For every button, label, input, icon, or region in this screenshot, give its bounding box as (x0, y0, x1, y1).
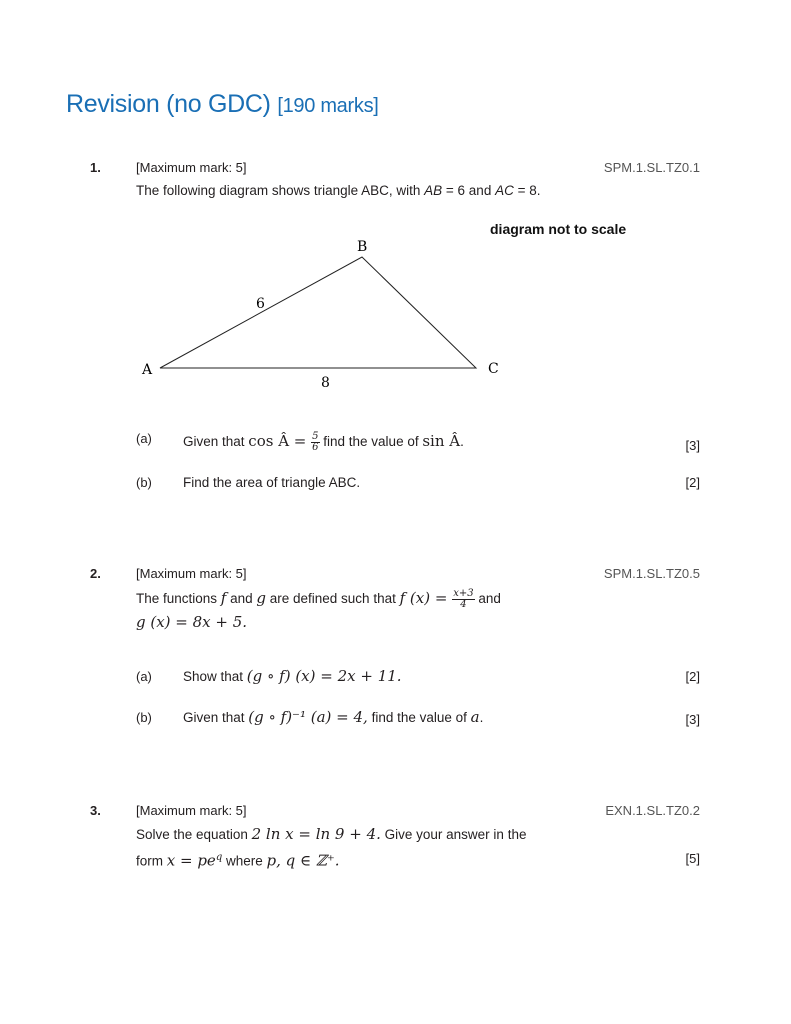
triangle-abc (160, 257, 476, 368)
math-inverse-composition: (g ∘ f)⁻¹ (a) = 4, (248, 708, 368, 726)
question-3-max-mark: [Maximum mark: 5] (136, 803, 247, 818)
question-2a-text (183, 667, 402, 685)
question-3-marks: [5] (685, 851, 700, 866)
triangle-diagram (130, 230, 530, 400)
math-a: a (470, 708, 480, 726)
intro-ab: AB (424, 183, 443, 198)
math-g-of-x: g (x) = 8x + 5. (136, 613, 248, 631)
fraction-denominator: 4 (460, 598, 467, 610)
intro-text: = 8. (513, 183, 541, 198)
question-1-number: 1. (90, 160, 101, 175)
question-2a-marks: [2] (685, 669, 700, 684)
q2-text: are defined such that (266, 591, 400, 606)
vertex-b-label: B (357, 239, 368, 255)
question-2b-label: (b) (136, 710, 152, 725)
part-text: . (460, 434, 464, 450)
math-f: f (220, 589, 227, 607)
question-1b-marks: [2] (685, 475, 700, 490)
math-exponent-q: q (215, 852, 223, 863)
math-pq-integers: p, q ∈ ℤ⁺. (266, 851, 340, 870)
diagram-not-to-scale-note: diagram not to scale (490, 221, 627, 237)
fraction-numerator: x+3 (453, 587, 474, 599)
side-ab-label: 6 (256, 296, 265, 312)
math-g: g (256, 589, 266, 607)
question-1a-text (183, 432, 464, 453)
title-marks: [190 marks] (277, 95, 379, 117)
math-sin-a: sin Â (422, 432, 461, 451)
fraction-numerator: 5 (312, 431, 319, 442)
question-3-line-2 (136, 846, 340, 874)
q3-text: Give your answer in the (380, 827, 527, 842)
part-text: Given that (183, 434, 249, 450)
intro-text: The following diagram shows triangle ABC, with (136, 183, 425, 198)
question-1-intro (136, 179, 541, 203)
q3-text: Solve the equation (136, 827, 252, 842)
question-3-code: EXN.1.SL.TZ0.2 (605, 803, 700, 818)
question-1b-text: Find the area of triangle ABC. (183, 475, 361, 490)
fraction-5-6 (311, 432, 319, 453)
title-main: Revision (no GDC) (66, 90, 271, 118)
q2-text: and (226, 591, 257, 606)
question-1a-label: (a) (136, 431, 152, 446)
q3-text: where (222, 853, 267, 869)
q2-text: and (474, 591, 501, 606)
question-2-line-2 (136, 610, 247, 635)
question-2-number: 2. (90, 566, 101, 581)
intro-text: = 6 and (442, 183, 496, 198)
question-2b-marks: [3] (685, 712, 700, 727)
q2-text: The functions (136, 591, 221, 606)
vertex-a-label: A (142, 362, 153, 378)
question-2-code: SPM.1.SL.TZ0.5 (603, 566, 700, 581)
question-1a-marks: [3] (685, 438, 700, 453)
question-1-code: SPM.1.SL.TZ0.1 (603, 160, 700, 175)
fraction-x-plus-3-over-4 (452, 589, 474, 610)
question-2-max-mark: [Maximum mark: 5] (136, 566, 247, 581)
page-title (66, 90, 379, 119)
part-text: Given that (183, 710, 249, 725)
question-2a-label: (a) (136, 669, 152, 684)
question-2-line-1 (136, 586, 501, 611)
math-x-equals-pe: x = pe (166, 851, 216, 870)
question-1-max-mark: [Maximum mark: 5] (136, 160, 247, 175)
part-text: find the value of (367, 710, 471, 725)
question-3-line-1 (136, 822, 526, 847)
part-text: find the value of (319, 434, 423, 450)
q3-text: form (136, 853, 167, 869)
part-text: Show that (183, 669, 247, 684)
intro-ac: AC (495, 183, 514, 198)
math-cos-a: cos Â = (248, 432, 312, 451)
math-composition: (g ∘ f) (x) = 2x + 11. (246, 667, 402, 685)
part-text: . (479, 710, 484, 725)
math-equation: 2 ln x = ln 9 + 4. (251, 825, 381, 843)
question-2b-text (183, 708, 483, 726)
fraction-denominator: 6 (312, 442, 319, 453)
math-f-of-x: f (x) = (399, 589, 453, 607)
question-3-number: 3. (90, 803, 101, 818)
question-1b-label: (b) (136, 475, 152, 490)
vertex-c-label: C (488, 361, 499, 377)
side-ac-label: 8 (321, 375, 330, 391)
